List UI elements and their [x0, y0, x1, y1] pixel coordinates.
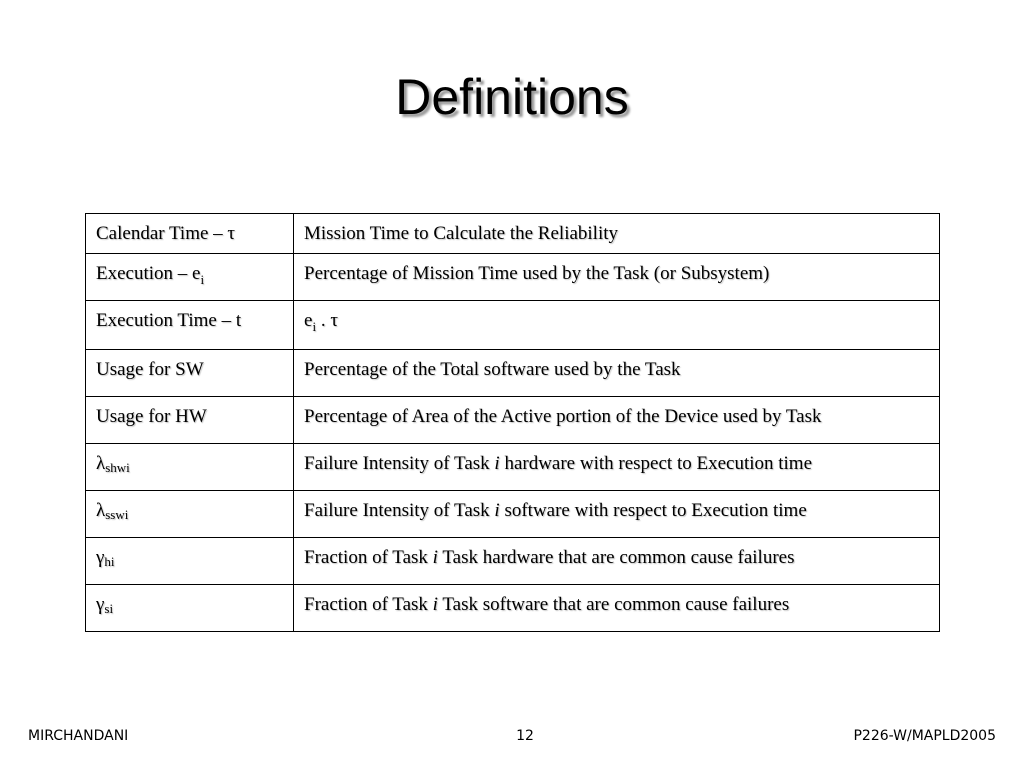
definition-text: Percentage of the Total software used by the Task — [304, 359, 681, 380]
term-text: Execution – e — [96, 263, 201, 284]
table-row — [86, 214, 940, 254]
definition-text: Percentage of Area of the Active portion of the Device used by Task — [304, 406, 822, 427]
definition-cell — [294, 491, 940, 538]
definition-text: . τ — [316, 310, 338, 331]
definition-italic-variable: i — [432, 594, 438, 615]
definition-cell — [294, 214, 940, 254]
definition-text: Mission Time to Calculate the Reliability — [304, 223, 619, 244]
definition-cell — [294, 397, 940, 444]
footer-author: MIRCHANDANI — [28, 728, 129, 744]
footer-page-number: 12 — [516, 728, 534, 744]
definition-cell — [294, 444, 940, 491]
term-cell — [86, 214, 294, 254]
term-cell — [86, 585, 294, 632]
term-text: Execution Time – t — [96, 310, 242, 331]
table-row — [86, 350, 940, 397]
definition-text: Task hardware that are common cause failures — [437, 547, 795, 568]
definition-text: software with respect to Execution time — [499, 500, 807, 521]
term-text: Calendar Time – τ — [96, 223, 236, 244]
definition-text: Task software that are common cause failures — [437, 594, 790, 615]
term-subscript: shwi — [105, 460, 130, 475]
term-text: Usage for SW — [96, 359, 204, 380]
term-text: γ — [96, 547, 105, 568]
definition-italic-variable: i — [494, 453, 500, 474]
table-row — [86, 491, 940, 538]
definitions-table — [85, 213, 940, 632]
term-subscript: si — [104, 601, 114, 616]
table-row — [86, 301, 940, 350]
definition-italic-variable: i — [432, 547, 438, 568]
definition-text: Percentage of Mission Time used by the Task (or Subsystem) — [304, 263, 770, 284]
definition-text: hardware with respect to Execution time — [499, 453, 813, 474]
definition-subscript: i — [312, 319, 317, 334]
definition-cell — [294, 538, 940, 585]
definition-cell — [294, 350, 940, 397]
term-cell — [86, 301, 294, 350]
definition-text: Failure Intensity of Task — [304, 453, 495, 474]
table-row — [86, 254, 940, 301]
definition-cell — [294, 301, 940, 350]
term-cell — [86, 444, 294, 491]
term-cell — [86, 397, 294, 444]
term-text: Usage for HW — [96, 406, 207, 427]
definition-text: Failure Intensity of Task — [304, 500, 495, 521]
table-row — [86, 585, 940, 632]
table-row — [86, 397, 940, 444]
term-cell — [86, 491, 294, 538]
definition-cell — [294, 254, 940, 301]
term-subscript: sswi — [105, 507, 129, 522]
definition-text: Fraction of Task — [304, 594, 433, 615]
definition-cell — [294, 585, 940, 632]
term-cell — [86, 350, 294, 397]
table-row — [86, 538, 940, 585]
term-text: λ — [96, 453, 106, 474]
definition-italic-variable: i — [494, 500, 500, 521]
term-subscript: hi — [104, 554, 115, 569]
definition-text: Fraction of Task — [304, 547, 433, 568]
term-cell — [86, 254, 294, 301]
term-cell — [86, 538, 294, 585]
footer-reference: P226-W/MAPLD2005 — [853, 728, 996, 744]
slide-title: Definitions — [395, 69, 629, 125]
term-text: γ — [96, 594, 105, 615]
term-text: λ — [96, 500, 106, 521]
term-subscript: i — [200, 272, 205, 287]
table-row — [86, 444, 940, 491]
definition-text: e — [304, 310, 313, 331]
